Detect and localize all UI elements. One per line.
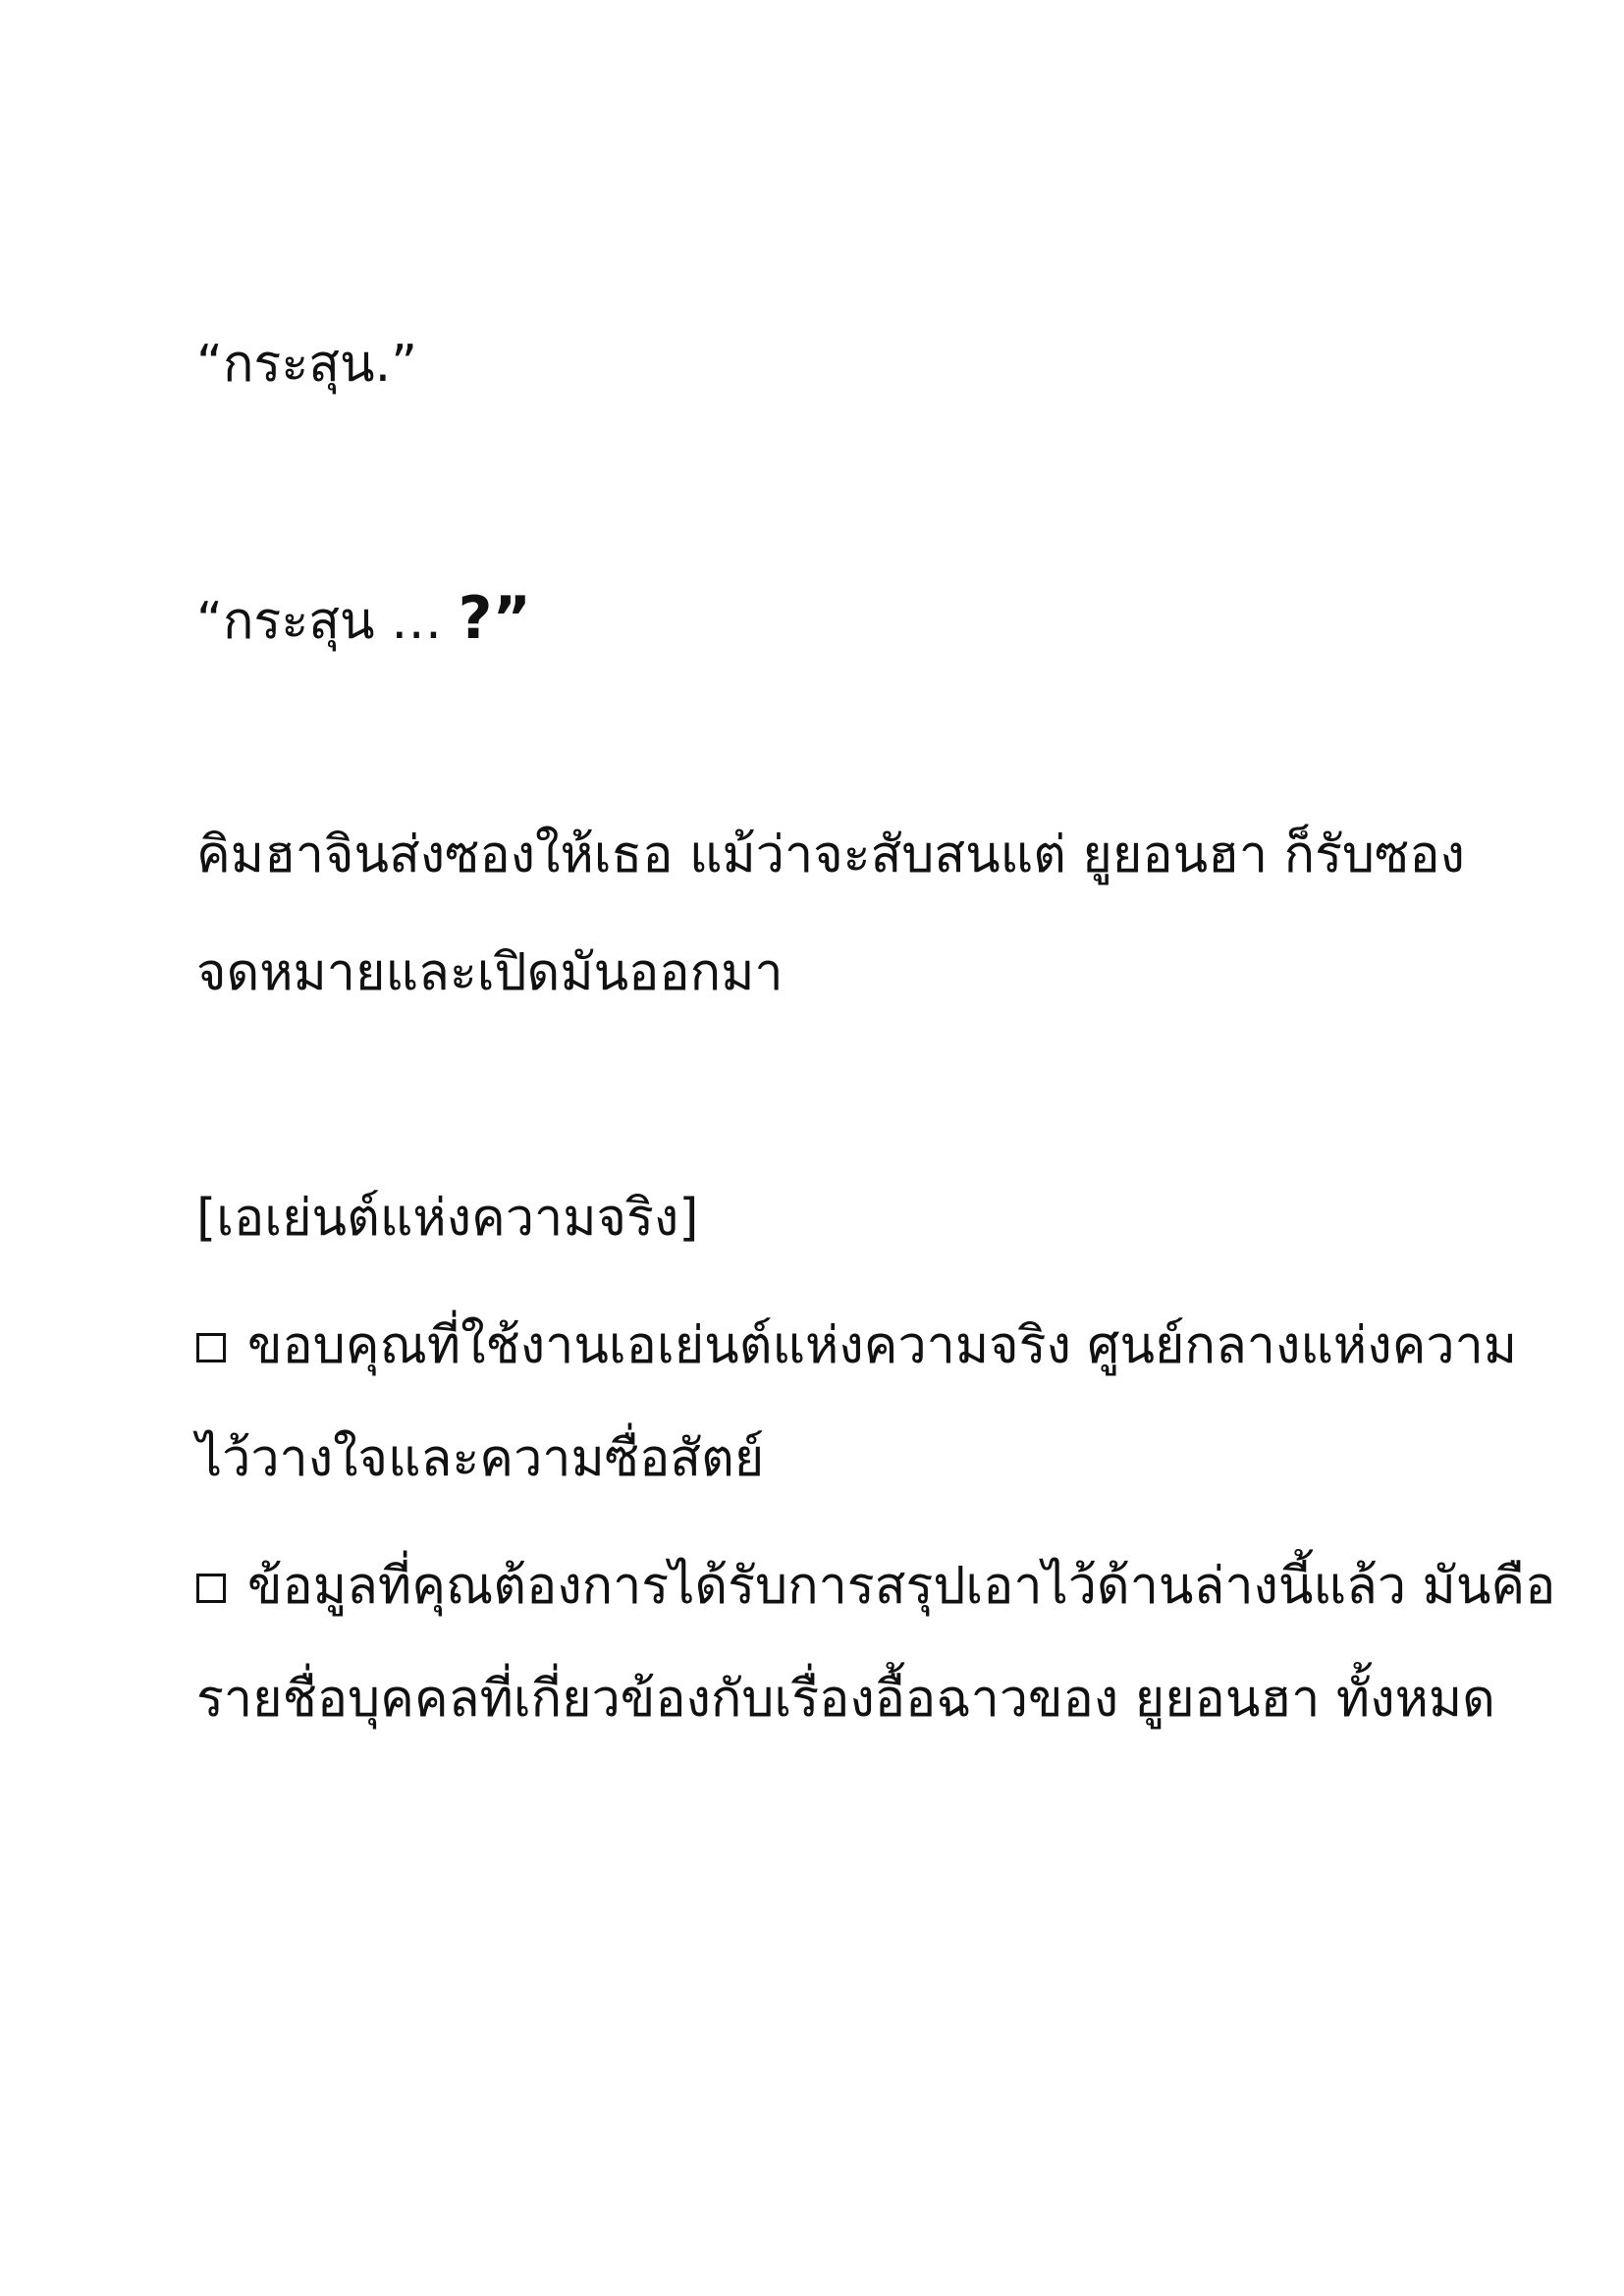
system-message-header <box>196 1189 699 1248</box>
dialogue-line-1 <box>196 335 418 394</box>
system-message-header-text: [เอเย่นต์แห่งความจริง] <box>196 1189 699 1248</box>
system-bullet-1-text-2: ไว้วางใจและความซื่อสัตย์ <box>196 1429 765 1488</box>
system-bullet-1-line-2 <box>196 1429 765 1488</box>
dialogue-line-1-text: “กระสุน.” <box>196 335 418 394</box>
dialogue-line-2-text: “กระสุน … <box>196 592 459 651</box>
narration-line-1 <box>196 826 1465 884</box>
system-bullet-1-line-1 <box>196 1316 1518 1375</box>
dialogue-line-2-emphasis: ?” <box>458 584 531 653</box>
system-bullet-1-text-1: ขอบคุณที่ใช้งานเอเย่นต์แห่งความจริง ศูนย์กลางแห่งความ <box>247 1316 1518 1375</box>
dialogue-line-2 <box>196 584 531 653</box>
checkbox-icon <box>196 1574 226 1603</box>
system-bullet-2-text-1: ข้อมูลที่คุณต้องการได้รับการสรุปเอาไว้ด้านล่างนี้แล้ว มันคือ <box>247 1557 1556 1616</box>
narration-line-2-text: จดหมายและเปิดมันออกมา <box>196 943 784 1002</box>
narration-line-2 <box>196 943 784 1002</box>
system-bullet-2-text-2: รายชื่อบุคคลที่เกี่ยวข้องกับเรื่องอื้อฉาวของ ยูยอนฮา ทั้งหมด <box>196 1670 1495 1729</box>
narration-line-1-text: คิมฮาจินส่งซองให้เธอ แม้ว่าจะสับสนแต่ ยูยอนฮา ก็รับซอง <box>196 826 1465 884</box>
checkbox-icon <box>196 1333 226 1362</box>
system-bullet-2-line-2 <box>196 1670 1495 1729</box>
system-bullet-2-line-1 <box>196 1557 1556 1616</box>
